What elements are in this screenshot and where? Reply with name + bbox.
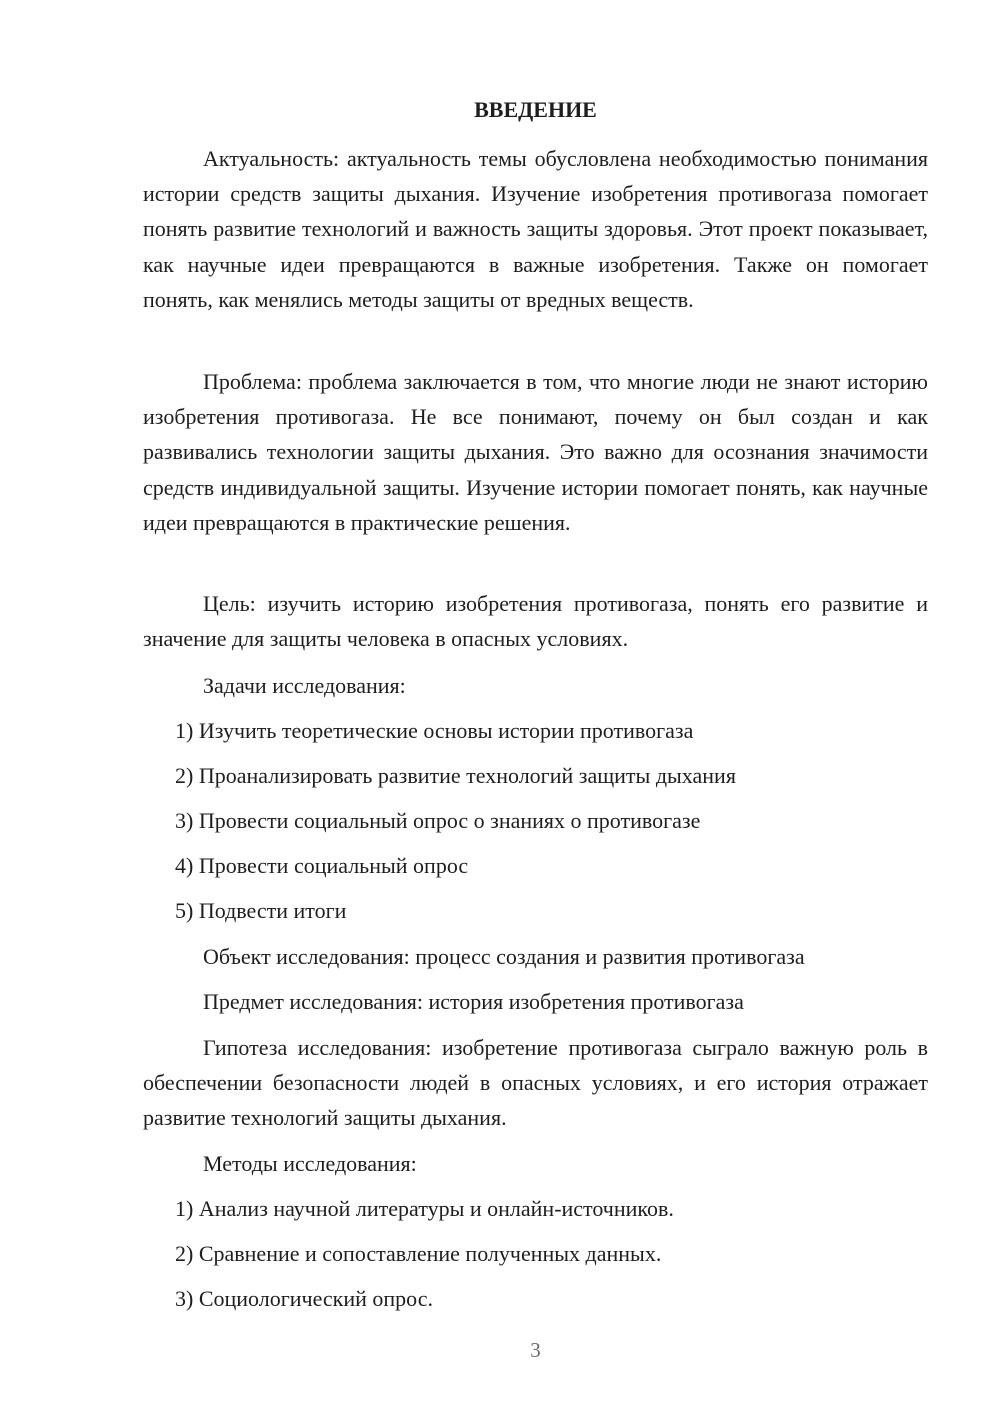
task-item-4: 4) Провести социальный опрос <box>175 853 469 878</box>
hypothesis-paragraph: Гипотеза исследования: изобретение противогаза сыграло важную роль в обеспечении безопасности людей в опасных условиях, и его история отражает развитие технологий защиты дыхания. <box>143 1035 928 1131</box>
page-number: 3 <box>530 1338 541 1362</box>
methods-heading: Методы исследования: <box>203 1151 417 1176</box>
tasks-heading: Задачи исследования: <box>203 673 406 698</box>
method-item-3: 3) Социологический опрос. <box>175 1286 433 1311</box>
subject-line: Предмет исследования: история изобретения противогаза <box>203 989 744 1014</box>
relevance-paragraph: Актуальность: актуальность темы обусловлена необходимостью понимания истории средств защиты дыхания. Изучение изобретения противогаза помогает понять развитие технологий и важность защиты здоровья. Этот проект показывает, как научные идеи превращаются в важные изобретения. Также он помогает понять, как менялись методы защиты от вредных веществ. <box>143 146 928 312</box>
task-item-5: 5) Подвести итоги <box>175 898 347 923</box>
object-line: Объект исследования: процесс создания и развития противогаза <box>203 944 805 969</box>
task-item-3: 3) Провести социальный опрос о знаниях о противогазе <box>175 808 701 833</box>
method-item-2: 2) Сравнение и сопоставление полученных данных. <box>175 1241 662 1266</box>
document-page <box>143 0 928 1414</box>
goal-paragraph: Цель: изучить историю изобретения противогаза, понять его развитие и значение для защиты человека в опасных условиях. <box>143 591 928 652</box>
task-item-2: 2) Проанализировать развитие технологий защиты дыхания <box>175 763 736 788</box>
task-item-1: 1) Изучить теоретические основы истории противогаза <box>175 718 694 743</box>
method-item-1: 1) Анализ научной литературы и онлайн-источников. <box>175 1196 674 1221</box>
page-title: ВВЕДЕНИЕ <box>474 97 597 122</box>
problem-paragraph: Проблема: проблема заключается в том, что многие люди не знают историю изобретения противогаза. Не все понимают, почему он был создан и как развивались технологии защиты дыхания. Это важно для осознания значимости средств индивидуальной защиты. Изучение истории помогает понять, как научные идеи превращаются в практические решения. <box>143 369 928 535</box>
